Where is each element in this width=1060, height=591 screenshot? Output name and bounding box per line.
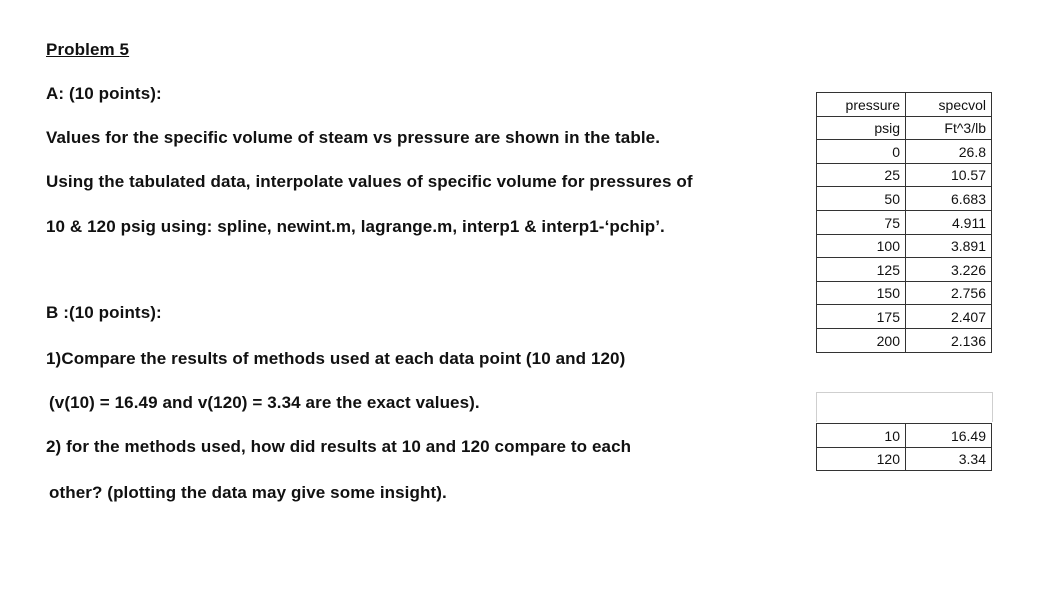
cell-pressure: 100 xyxy=(817,234,906,258)
table-row xyxy=(817,258,992,282)
table-spacer xyxy=(816,392,993,422)
header-pressure: pressure xyxy=(817,93,906,117)
table-row xyxy=(817,447,992,471)
cell-pressure: 200 xyxy=(817,328,906,352)
unit-pressure: psig xyxy=(817,116,906,140)
cell-specvol: 3.226 xyxy=(906,258,992,282)
cell-pressure: 150 xyxy=(817,281,906,305)
part-a-line-3: 10 & 120 psig using: spline, newint.m, lagrange.m, interp1 & interp1-‘pchip’. xyxy=(46,217,665,236)
cell-specvol: 3.891 xyxy=(906,234,992,258)
table-row xyxy=(817,187,992,211)
table-header-row xyxy=(817,93,992,117)
table-row xyxy=(817,424,992,448)
cell-pressure: 0 xyxy=(817,140,906,164)
table-units-row xyxy=(817,116,992,140)
unit-specvol: Ft^3/lb xyxy=(906,116,992,140)
part-b-line-2: (v(10) = 16.49 and v(120) = 3.34 are the exact values). xyxy=(49,393,480,412)
cell-pressure: 75 xyxy=(817,210,906,234)
part-b-heading: B :(10 points): xyxy=(46,303,162,322)
results-table xyxy=(816,423,992,471)
header-specvol: specvol xyxy=(906,93,992,117)
cell-specvol: 4.911 xyxy=(906,210,992,234)
part-b-line-4: other? (plotting the data may give some insight). xyxy=(49,483,447,502)
cell-pressure: 175 xyxy=(817,305,906,329)
cell-pressure: 120 xyxy=(817,447,906,471)
cell-specvol: 2.756 xyxy=(906,281,992,305)
steam-data-table xyxy=(816,92,992,353)
cell-specvol: 2.136 xyxy=(906,328,992,352)
cell-specvol: 2.407 xyxy=(906,305,992,329)
cell-specvol: 16.49 xyxy=(906,424,992,448)
part-a-line-1: Values for the specific volume of steam vs pressure are shown in the table. xyxy=(46,128,661,147)
part-b-line-3: 2) for the methods used, how did results at 10 and 120 compare to each xyxy=(46,437,632,456)
cell-specvol: 3.34 xyxy=(906,447,992,471)
table-row xyxy=(817,328,992,352)
cell-specvol: 10.57 xyxy=(906,163,992,187)
problem-title: Problem 5 xyxy=(46,40,130,59)
cell-specvol: 26.8 xyxy=(906,140,992,164)
part-a-line-2: Using the tabulated data, interpolate values of specific volume for pressures of xyxy=(46,172,693,191)
cell-pressure: 25 xyxy=(817,163,906,187)
cell-pressure: 10 xyxy=(817,424,906,448)
cell-pressure: 50 xyxy=(817,187,906,211)
cell-specvol: 6.683 xyxy=(906,187,992,211)
table-row xyxy=(817,305,992,329)
cell-pressure: 125 xyxy=(817,258,906,282)
table-row xyxy=(817,163,992,187)
table-row xyxy=(817,140,992,164)
table-row xyxy=(817,234,992,258)
part-b-line-1: 1)Compare the results of methods used at each data point (10 and 120) xyxy=(46,349,626,368)
table-row xyxy=(817,281,992,305)
part-a-heading: A: (10 points): xyxy=(46,84,162,103)
table-row xyxy=(817,210,992,234)
